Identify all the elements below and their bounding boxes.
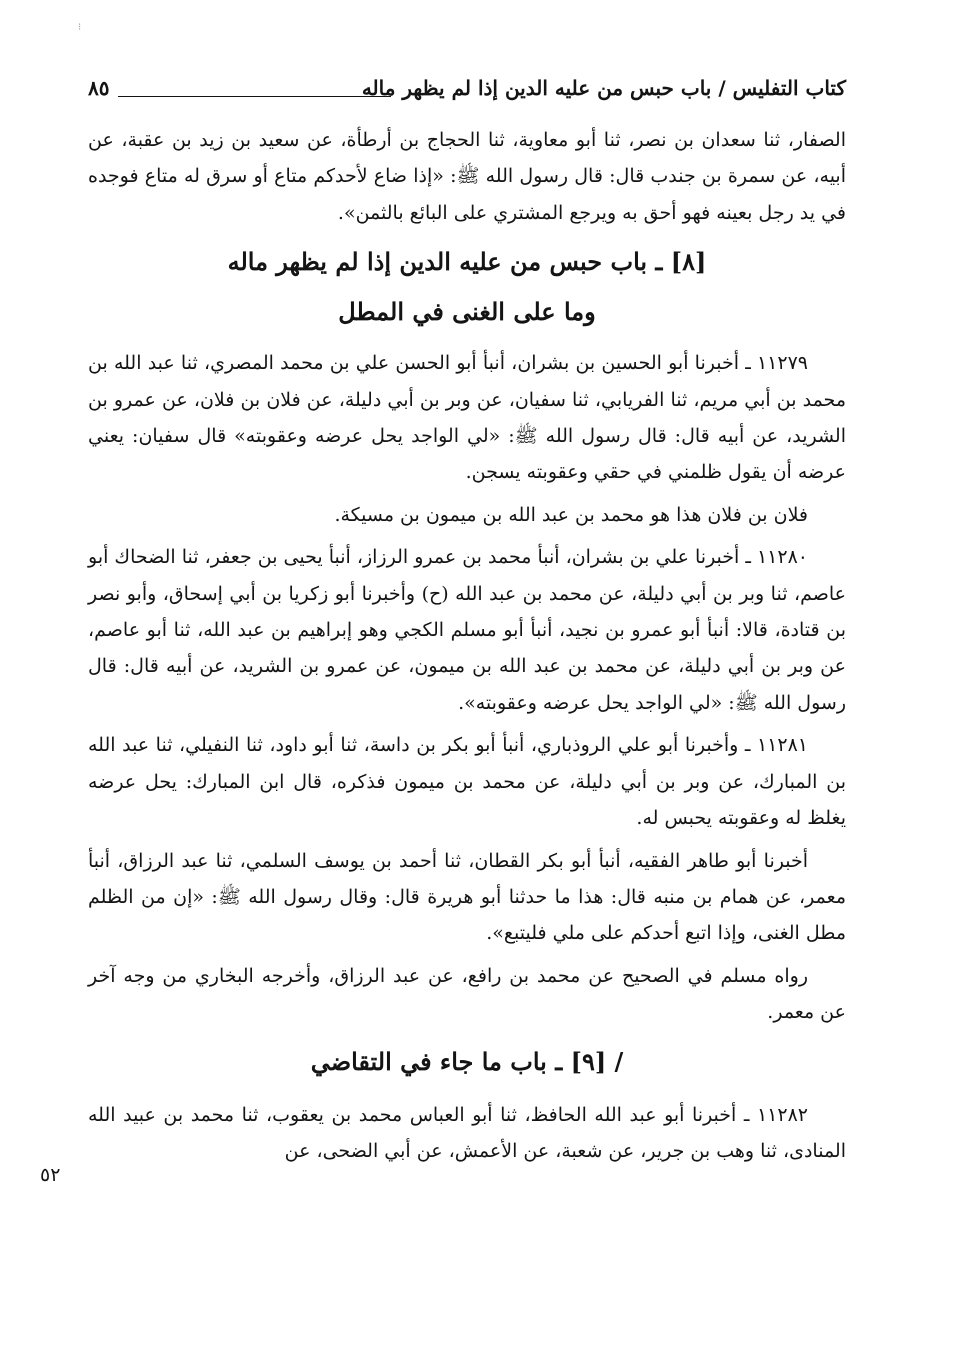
- chapter-8-title: [88, 237, 846, 337]
- hadith-paragraph: أخبرنا أبو طاهر الفقيه، أنبأ أبو بكر القطان، ثنا أحمد بن يوسف السلمي، ثنا عبد الرزاق، أنبأ معمر، عن همام بن منبه قال: هذا ما حدثنا أبو هريرة قال: وقال رسول الله ﷺ: «إن من الظلم مطل الغنى، وإذا اتبع أحدكم على ملي فليتبع».: [88, 849, 846, 945]
- page-number: ٨٥: [88, 76, 110, 100]
- hadith-11282: ١١٢٨٢ ـ أخبرنا أبو عبد الله الحافظ، ثنا أبو العباس محمد بن يعقوب، ثنا محمد بن عبيد الله المنادى، ثنا وهب بن جرير، عن شعبة، عن الأعمش، عن أبي الضحى، عن: [88, 1103, 846, 1162]
- chapter-8-title-line-2: وما على الغنى في المطل: [338, 297, 596, 327]
- scan-marker: ⁝: [78, 22, 82, 33]
- paragraph-continuation: الصفار، ثنا سعدان بن نصر، ثنا أبو معاوية، ثنا الحجاج بن أرطأة، عن سعيد بن زيد بن عقبة، عن أبيه، عن سمرة بن جندب قال: قال رسول الله ﷺ: «إذا ضاع لأحدكم متاع أو سرق له متاع فوجده في يد رجل بعينه فهو أحق به ويرجع المشتري على البائع بالثمن».: [88, 129, 846, 224]
- note-paragraph: فلان بن فلان هذا هو محمد بن عبد الله بن ميمون بن مسيكة.: [334, 503, 808, 526]
- chapter-8-title-line-1: [٨] ـ باب حبس من عليه الدين إذا لم يظهر ماله: [227, 247, 707, 277]
- running-title: كتاب التفليس / باب حبس من عليه الدين إذا لم يظهر ماله: [361, 76, 846, 100]
- margin-page-reference: ٥٢: [40, 1164, 61, 1186]
- hadith-11279: ١١٢٧٩ ـ أخبرنا أبو الحسين بن بشران، أنبأ أبو الحسن علي بن محمد المصري، ثنا عبد الله بن محمد بن أبي مريم، ثنا الفريابي، ثنا سفيان، عن وبر بن أبي دليلة، عن فلان بن فلان، عن عمرو بن الشريد، عن أبيه قال: قال رسول الله ﷺ: «لي الواجد يحل عرضه وعقوبته» قال سفيان: يعني عرضه أن يقول ظلمني في حقي وعقوبته يسجن.: [88, 352, 846, 484]
- chapter-9-title: / [٩] ـ باب ما جاء في التقاضي: [310, 1046, 624, 1076]
- page-header: [88, 72, 846, 108]
- body-text: [88, 122, 846, 1175]
- narration-note: رواه مسلم في الصحيح عن محمد بن رافع، عن عبد الرزاق، وأخرجه البخاري من وجه آخر عن معمر.: [88, 964, 846, 1024]
- hadith-11281: ١١٢٨١ ـ وأخبرنا أبو علي الروذباري، أنبأ أبو بكر بن داسة، ثنا أبو داود، ثنا النفيلي، ثنا عبد الله بن المبارك، عن وبر بن أبي دليلة، عن محمد بن ميمون فذكره، قال ابن المبارك: يحل عرضه يغلظ له وعقوبته يحبس له.: [88, 734, 846, 830]
- hadith-11280: ١١٢٨٠ ـ أخبرنا علي بن بشران، أنبأ محمد بن عمرو الرزاز، أنبأ يحيى بن جعفر، ثنا الضحاك أبو عاصم، ثنا وبر بن أبي دليلة، عن محمد بن عبد الله (ح) وأخبرنا أبو زكريا بن أبي إسحاق، وأبو نصر بن قتادة، قالا: أنبأ أبو عمرو بن نجيد، أنبأ أبو مسلم الكجي وهو إبراهيم بن عبد الله، ثنا أبو عاصم، عن وبر بن أبي دليلة، عن محمد بن عبد الله بن ميمون، عن عمرو بن الشريد، عن أبيه قال: قال رسول الله ﷺ: «لي الواجد يحل عرضه وعقوبته».: [88, 546, 846, 714]
- header-rule: [118, 96, 391, 97]
